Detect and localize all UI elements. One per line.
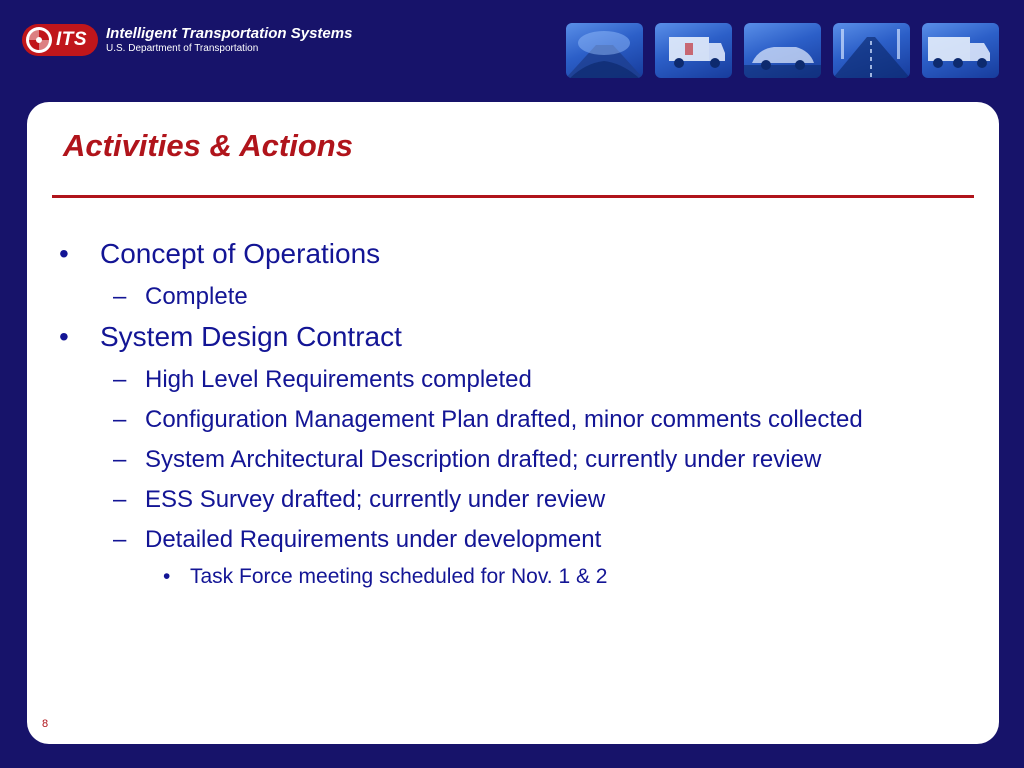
slide-header xyxy=(0,0,1024,100)
sub-sub-bullet-item xyxy=(27,563,999,591)
bullet-marker: • xyxy=(59,321,69,352)
bullet-item xyxy=(27,237,999,271)
sub-bullet-item xyxy=(27,363,925,397)
slide-title: Activities & Actions xyxy=(63,128,353,163)
dash-marker: – xyxy=(113,486,127,513)
bullet-text: System Design Contract xyxy=(100,321,402,352)
dash-marker: – xyxy=(113,526,127,553)
dash-marker: – xyxy=(113,446,127,473)
bullet-text: Concept of Operations xyxy=(100,238,381,269)
its-logo-text: ITS xyxy=(56,29,88,50)
slide-content-panel xyxy=(27,102,999,744)
sub-bullet-text: Configuration Management Plan drafted, minor comments collected xyxy=(145,406,863,433)
dash-marker: – xyxy=(113,283,127,310)
sub-bullet-item xyxy=(27,483,925,517)
dash-marker: – xyxy=(113,406,127,433)
sub-bullet-item xyxy=(27,523,925,557)
sub-bullet-item xyxy=(27,443,925,477)
sub-bullet-text: System Architectural Description drafted; currently under review xyxy=(145,446,822,473)
car-photo xyxy=(744,23,821,78)
bullet-list xyxy=(27,237,999,591)
organization-subtitle: U.S. Department of Transportation xyxy=(106,43,259,54)
title-divider xyxy=(52,195,974,198)
ambulance-photo xyxy=(655,23,732,78)
dash-marker: – xyxy=(113,366,127,393)
tunnel-traffic-photo xyxy=(566,23,643,78)
its-swirl-icon xyxy=(26,27,52,53)
sub-bullet-text: Complete xyxy=(145,283,248,310)
sub-bullet-text: High Level Requirements completed xyxy=(145,366,532,393)
sub-bullet-item xyxy=(27,280,925,314)
sub-bullet-item xyxy=(27,403,925,437)
truck-photo xyxy=(922,23,999,78)
bullet-marker: • xyxy=(59,238,69,269)
organization-name: Intelligent Transportation Systems xyxy=(106,25,353,42)
bullet-item xyxy=(27,320,999,354)
sub-sub-bullet-text: Task Force meeting scheduled for Nov. 1 & 2 xyxy=(190,565,608,588)
sub-bullet-text: ESS Survey drafted; currently under review xyxy=(145,486,606,513)
page-number: 8 xyxy=(42,718,49,730)
sub-bullet-text: Detailed Requirements under development xyxy=(145,526,602,553)
highway-photo xyxy=(833,23,910,78)
bullet-marker: • xyxy=(163,565,171,588)
